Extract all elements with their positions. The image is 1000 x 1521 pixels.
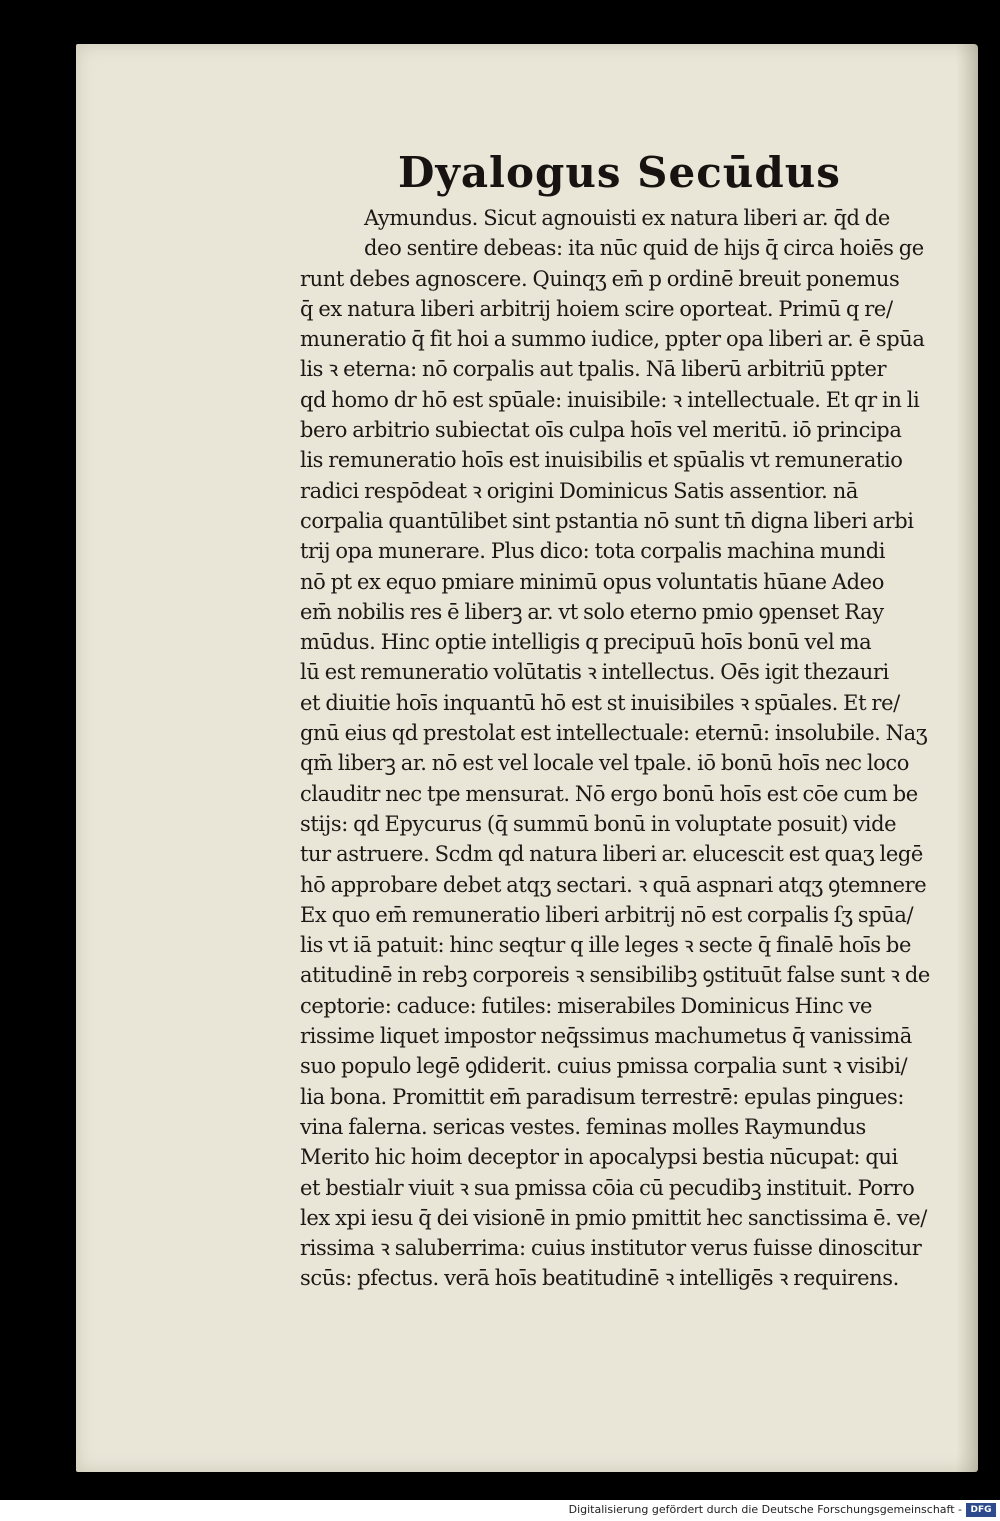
text-line: atitudinē in rebꝫ corporeis ꝛ sensibilibꝫ ꝯstituūt false sunt ꝛ de	[300, 963, 930, 988]
page-heading: Dyalogus Secūdus	[398, 148, 841, 197]
text-line: lia bona. Promittit em̄ paradisum terrestrē: epulas pingues:	[300, 1084, 905, 1109]
text-line: mūdus. Hinc optie intelligis q precipuū hoīs bonū vel ma	[300, 630, 872, 655]
text-line: Aymundus. Sicut agnouisti ex natura liberi ar. q̄d de	[364, 206, 890, 230]
text-line: et diuitie hoīs inquantū hō est st inuisibiles ꝛ spūales. Et re/	[300, 690, 900, 715]
text-line: suo populo legē ꝯdiderit. cuius pmissa corpalia sunt ꝛ visibi/	[300, 1054, 908, 1079]
text-line: muneratio q̄ fit hoi a summo iudice, ppter opa liberi ar. ē spūa	[300, 327, 925, 352]
text-line: lex xpi iesu q̄ dei visionē in pmio pmittit hec sanctissima ē. ve/	[300, 1205, 927, 1230]
text-line: stijs: qd Epycurus (q̄ summū bonū in voluptate posuit) vide	[300, 811, 897, 836]
text-line: gnū eius qd prestolat est intellectuale: eternū: insolubile. Naʒ	[300, 721, 928, 746]
text-line: clauditr nec tpe mensurat. Nō ergo bonū hoīs est cōe cum be	[300, 781, 918, 806]
text-line: ceptorie: caduce: futiles: miserabiles Dominicus Hinc ve	[300, 993, 873, 1018]
text-column	[300, 203, 930, 1294]
text-line: lis ꝛ eterna: nō corpalis aut tpalis. Nā liberū arbitriū ppter	[300, 357, 887, 382]
text-line: et bestialr viuit ꝛ sua pmissa cōia cū pecudibꝫ instituit. Porro	[300, 1175, 915, 1200]
text-line: runt debes agnoscere. Quinqʒ em̄ p ordinē breuit ponemus	[300, 266, 900, 291]
text-line: nō pt ex equo pmiare minimū opus voluntatis hūane Adeo	[300, 569, 884, 594]
text-line: radici respōdeat ꝛ origini Dominicus Satis assentior. nā	[300, 478, 858, 503]
footer-credit: Digitalisierung gefördert durch die Deutsche Forschungsgemeinschaft -	[568, 1503, 962, 1516]
text-line: deo sentire debeas: ita nūc quid de hijs q̄ circa hoiēs ge	[364, 236, 924, 261]
text-line: q̄ ex natura liberi arbitrij hoiem scire oporteat. Primū q re/	[300, 296, 893, 321]
text-line: vina falerna. sericas vestes. feminas molles Raymundus	[300, 1114, 866, 1139]
footer-bar	[0, 1500, 1000, 1521]
text-line: qm̄ liberꝫ ar. nō est vel locale vel tpale. iō bonū hoīs nec loco	[300, 751, 910, 776]
text-line: lis vt iā patuit: hinc seqtur q ille leges ꝛ secte q̄ finalē hoīs be	[300, 933, 911, 958]
text-line: lū est remuneratio volūtatis ꝛ intellectus. Oēs igit thezauri	[300, 660, 889, 685]
text-line: tur astruere. Scdm qd natura liberi ar. elucescit est quaʒ legē	[300, 842, 923, 867]
text-line: rissima ꝛ saluberrima: cuius institutor verus fuisse dinoscitur	[300, 1236, 922, 1261]
text-line: scūs: pfectus. verā hoīs beatitudinē ꝛ intelligēs ꝛ requirens.	[300, 1266, 899, 1291]
text-line: qd homo dr hō est spūale: inuisibile: ꝛ intellectuale. Et qr in li	[300, 387, 920, 412]
text-line: Ex quo em̄ remuneratio liberi arbitrij nō est corpalis ſʒ spūa/	[300, 902, 914, 927]
text-line: Merito hic hoim deceptor in apocalypsi bestia nūcupat: qui	[300, 1145, 898, 1170]
text-line: rissime liquet impostor neq̄ssimus machumetus q̄ vanissimā	[300, 1024, 912, 1049]
dfg-logo-icon: DFG	[966, 1503, 996, 1517]
text-line: bero arbitrio subiectat oīs culpa hoīs vel meritū. iō principa	[300, 418, 902, 443]
text-line: lis remuneratio hoīs est inuisibilis et spūalis vt remuneratio	[300, 448, 903, 473]
page-edge-shadow	[956, 44, 978, 1472]
text-line: hō approbare debet atqʒ sectari. ꝛ quā aspnari atqʒ ꝯtemnere	[300, 872, 927, 897]
text-line: corpalia quantūlibet sint pstantia nō sunt tn̄ digna liberi arbi	[300, 508, 914, 533]
text-line: em̄ nobilis res ē liberꝫ ar. vt solo eterno pmio ꝯpenset Ray	[300, 599, 884, 624]
text-line: trij opa munerare. Plus dico: tota corpalis machina mundi	[300, 539, 886, 564]
